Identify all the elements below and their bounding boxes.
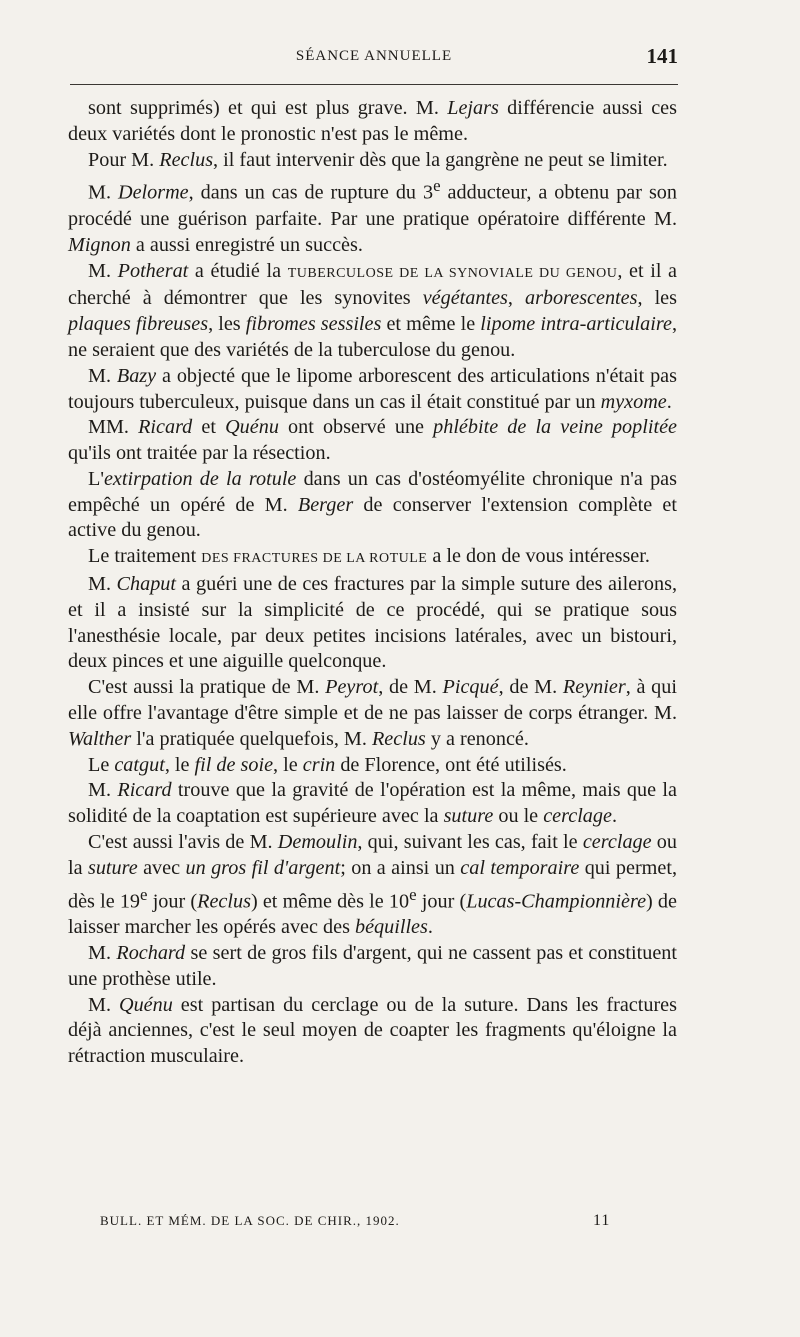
text-run: ; on a ainsi un [340,856,461,879]
text-run: , et il a cherché à démontrer que les synovites [68,259,678,310]
text-run: L' [88,467,104,490]
text-run: , à qui elle offre l'avantage d'être simple et de ne pas laisser de corps étranger. M. [68,676,677,725]
italic-text: fil de soie [194,753,274,776]
italic-text: phlébite de la veine poplitée [433,416,677,439]
italic-text: myxome [600,390,667,413]
page-number: 141 [646,44,678,68]
text-run: qu'ils ont traitée par la résection. [68,442,331,465]
text-run: avec [137,856,186,879]
text-run: , le [273,753,303,776]
italic-text: Quénu [118,993,173,1016]
text-run: ) et même dès le 10 [250,890,410,913]
text-run: différencie aussi ces deux variétés dont le pronostic n'est pas le même. [68,97,677,145]
text-run: M. [88,993,119,1016]
italic-text: Lucas-Championnière [466,890,647,913]
italic-text: Mignon [68,233,131,256]
italic-text: Quénu [225,416,279,439]
italic-text: plaques fibreuses [68,313,209,336]
text-run: trouve que la gravité de l'opération est la même, mais que la solidité de la coaptation est supérieure avec la [68,779,677,828]
italic-text: suture [87,856,138,879]
paragraph [68,148,677,174]
italic-text: Lejars [447,97,499,119]
running-title: SÉANCE ANNUELLE [295,48,453,64]
italic-text: arborescentes [524,287,638,310]
italic-text: crin [302,753,336,776]
text-run: , de M. [498,676,563,699]
small-caps-text: DES FRACTURES DE LA ROTULE [201,551,428,567]
text-run: jour ( [147,890,198,913]
italic-text: Potherat [117,259,189,282]
paragraph [68,96,677,148]
italic-text: béquilles [354,916,428,939]
text-run: Pour M. [88,148,160,171]
superscript: e [433,176,441,196]
italic-text: Reynier [562,676,626,699]
text-run: sont supprimés) et qui est plus grave. M. [88,97,448,119]
paragraph [68,259,677,364]
text-run: ont observé une [278,416,434,439]
text-run: a objecté que le lipome arborescent des articulations n'était pas toujours tuberculeux, puisque dans un cas il était constitué par un [68,364,677,413]
text-run: et même le [381,313,481,336]
italic-text: cal temporaire [460,856,580,879]
text-run: , ne seraient que des variétés de la tuberculose du genou. [68,313,677,361]
small-caps-text: TUBERCULOSE DE LA SYNOVIALE DU GENOU [287,265,618,281]
text-run: . [427,916,433,939]
paragraph [68,675,677,752]
italic-text: Peyrot [325,676,379,699]
text-run: a guéri une de ces fractures par la simple suture des ailerons, et il a insisté sur la simplicité de ce procédé, qui se pratique sous l'anesthésie locale, par deux petites incisions latérales, avec un bistouri, deux pinces et une aiguille quelconque. [68,573,677,673]
text-run: , les [637,287,677,310]
text-run: C'est aussi la pratique de M. [88,676,326,699]
italic-text: Ricard [117,779,172,802]
text-run: C'est aussi l'avis de M. [88,831,278,854]
italic-text: Bazy [116,364,157,387]
text-run: , le [164,753,195,776]
text-run: M. [88,182,118,205]
text-run: M. [88,941,117,964]
text-run: de Florence, ont été utilisés. [335,753,567,776]
paragraph [68,364,677,416]
body-text [68,96,677,1070]
text-run: et [192,416,226,439]
paragraph [68,753,677,779]
italic-text: suture [443,805,494,828]
text-run: adducteur, a obtenu par son procédé une guérison parfaite. Par une pratique opératoire différente M. [68,182,677,230]
italic-text: cerclage [543,805,612,828]
text-run: ou le [493,805,544,828]
text-run: . [666,390,672,413]
italic-text: Ricard [138,416,193,439]
text-run: . [611,805,617,828]
paragraph [68,467,677,544]
italic-text: Demoulin [277,831,358,854]
italic-text: Walther [68,727,132,750]
header-rule [70,84,678,85]
italic-text: extirpation de la rotule [103,467,297,490]
text-run: a le don de vous intéresser. [427,545,650,568]
superscript: e [140,884,148,904]
text-run: ou la [68,831,677,879]
italic-text: lipome intra-articulaire [480,313,672,336]
italic-text: Reclus [159,148,214,171]
text-run: MM. [88,416,139,439]
italic-text: fibromes sessiles [245,313,382,336]
italic-text: Reclus [371,727,426,750]
text-run: M. [88,573,117,596]
paragraph [68,173,677,258]
paragraph [68,415,677,467]
page-header [70,44,678,74]
italic-text: cerclage [582,831,652,854]
text-run: , qui, suivant les cas, fait le [357,831,583,854]
superscript: e [409,884,417,904]
text-run: de conserver l'extension complète et active du genou. [68,493,677,542]
text-run: , de M. [378,676,443,699]
sheet-number: 11 [593,1212,611,1229]
paragraph [68,778,677,830]
text-run: est partisan du cerclage ou de la suture. Dans les fractures déjà anciennes, c'est le seul moyen de coapter les fragments qu'éloigne la rétraction musculaire. [68,993,677,1068]
text-run: qui permet, dès le 19 [68,856,677,913]
printer-signature: BULL. ET MÉM. DE LA SOC. DE CHIR., 1902. [100,1213,400,1228]
text-run: , il faut intervenir dès que la gangrène ne peut se limiter. [213,148,668,171]
text-run: dans un cas d'ostéomyélite chronique n'a pas empêché un opéré de M. [68,467,677,516]
text-run: jour ( [416,890,467,913]
text-run: M. [88,259,118,282]
text-run: , [507,287,525,310]
italic-text: Reclus [197,890,251,913]
text-run: l'a pratiquée quelquefois, M. [131,727,372,750]
paragraph [68,572,677,675]
text-run: ) de laisser marcher les opérés avec des [68,890,677,939]
italic-text: Picqué [442,676,499,699]
paragraph [68,993,677,1070]
text-run: a étudié la [188,259,288,282]
paragraph [68,941,677,993]
text-run: Le [88,753,115,776]
italic-text: végétantes [422,287,508,310]
text-run: , les [208,313,246,336]
italic-text: Rochard [116,941,186,964]
text-run: y a renoncé. [425,727,529,750]
italic-text: Berger [297,493,354,516]
text-run: M. [88,779,118,802]
paragraph [68,830,677,941]
text-run: a aussi enregistré un succès. [130,233,363,256]
italic-text: un gros fil d'argent [185,856,341,879]
italic-text: Delorme [117,182,189,205]
text-run: se sert de gros fils d'argent, qui ne cassent pas et constituent une prothèse utile. [68,941,677,990]
italic-text: Chaput [116,573,176,596]
text-run: M. [88,364,117,387]
text-run: Le traitement [88,545,202,568]
italic-text: catgut [114,753,165,776]
paragraph [68,544,677,572]
text-run: , dans un cas de rupture du 3 [188,182,434,205]
